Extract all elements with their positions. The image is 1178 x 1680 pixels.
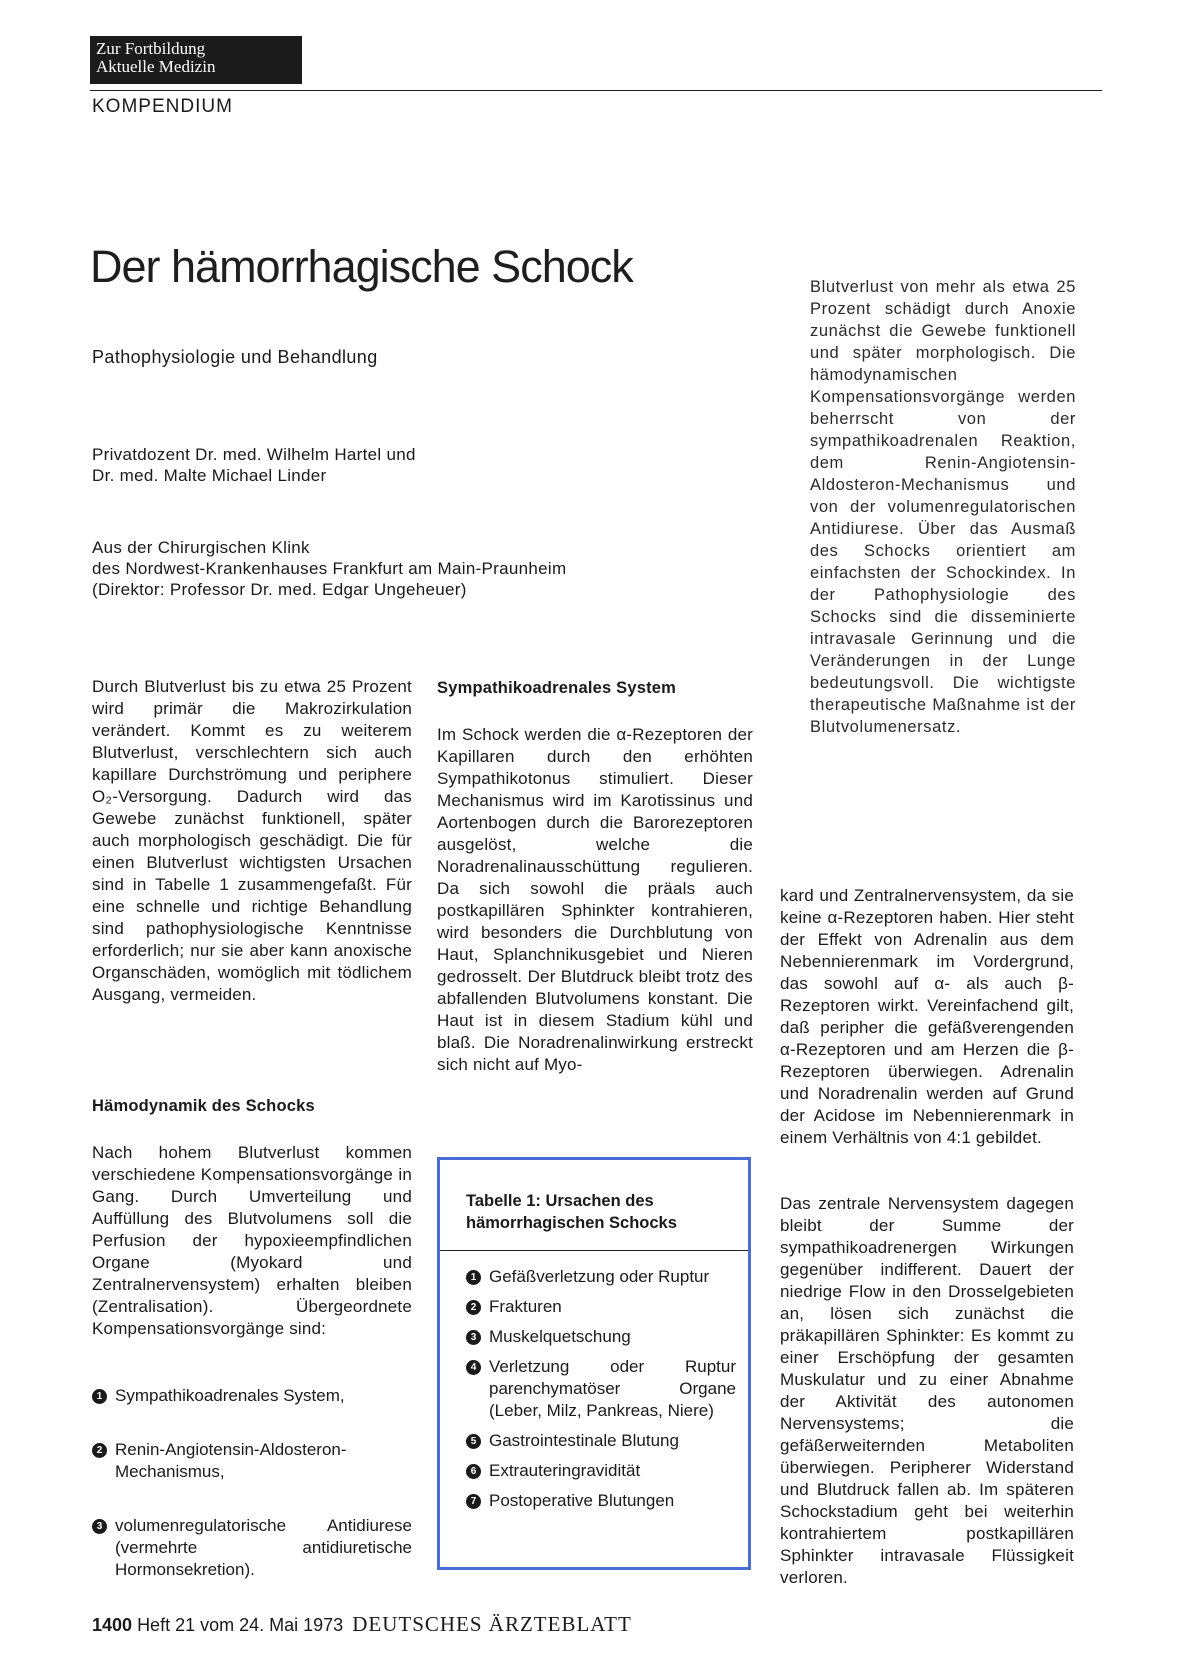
sympathikoadrenal-paragraph: Im Schock werden die α-Rezeptoren der Kapillaren durch den erhöhten Sympathikotonus stimuliert. Dieser Mechanismus wird im Karotissinus und Aortenbogen durch die Barorezeptoren ausgelöst, welche die Noradrenalinausschüttung regulieren. Da sich sowohl die präals auch postkapillären Sphinkter kontrahieren, wird besonders die Durchblutung von Haut, Splanchnikusgebiet und Nieren gedrosselt. Der Blutdruck bleibt trotz des abfallenden Blutvolumens konstant. Die Haut ist in diesem Stadium kühl und blaß. Die Noradrenalinwirkung erstreckt sich nicht auf Myo- (437, 725, 753, 1074)
journal-name: DEUTSCHES ÄRZTEBLATT (352, 1612, 632, 1636)
article-summary: Blutverlust von mehr als etwa 25 Prozent schädigt durch Anoxie zunächst die Gewebe funktionell und später morphologisch. Die hämodynamischen Kompensationsvorgänge werden beherrscht von der sympathikoadrenalen Reaktion, dem Renin-Angiotensin-Aldosteron-Mechanismus und von der volumenregulatorischen Antidiurese. Über das Ausmaß des Schocks orientiert am einfachsten der Schockindex. In der Pathophysiologie des Schocks sind die disseminierte intravasale Gerinnung und die Veränderungen in der Lunge bedeutungsvoll. Die wichtigste therapeutische Maßnahme ist der Blutvolumenersatz. (810, 278, 1076, 736)
list-item (92, 1439, 412, 1483)
list-item-text: Renin-Angiotensin-Aldosteron-Mechanismus, (115, 1440, 347, 1481)
table-row (466, 1430, 736, 1452)
table-row (466, 1460, 736, 1482)
article-subtitle: Pathophysiologie und Behandlung (92, 347, 378, 367)
list-item-text: volumenregulatorische Antidiurese (vermehrte antidiuretische Hormonsekretion). (115, 1516, 412, 1579)
author-line: Dr. med. Malte Michael Linder (92, 466, 327, 485)
badge-line-2: Aktuelle Medizin (96, 57, 216, 76)
section-heading-haemodynamik: Hämodynamik des Schocks (92, 1097, 315, 1115)
number-1-icon: 1 (466, 1270, 481, 1285)
number-7-icon: 7 (466, 1494, 481, 1509)
article-title: Der hämorrhagische Schock (90, 241, 633, 292)
section-badge (90, 36, 302, 84)
list-item (92, 1515, 412, 1581)
table-row-text: Postoperative Blutungen (489, 1491, 675, 1510)
number-4-icon: 4 (466, 1360, 481, 1375)
page-number: 1400 (92, 1615, 133, 1635)
table-row-text: Extrauteringravidität (489, 1461, 641, 1480)
table-row (466, 1356, 736, 1422)
list-item-text: Sympathikoadrenales System, (115, 1386, 345, 1405)
affiliation-line: Aus der Chirurgischen Klink (92, 538, 310, 557)
author-list (92, 444, 416, 486)
table-row (466, 1296, 736, 1318)
table-row (466, 1490, 736, 1512)
number-2-icon: 2 (92, 1443, 107, 1458)
affiliation-line: des Nordwest-Krankenhauses Frankfurt am Main-Praunheim (92, 559, 567, 578)
table-row-text: Verletzung oder Ruptur parenchymatöser Organe (Leber, Milz, Pankreas, Niere) (489, 1357, 736, 1420)
table-row-text: Frakturen (489, 1297, 562, 1316)
issue-info: Heft 21 vom 24. Mai 1973 (137, 1615, 344, 1635)
author-line: Privatdozent Dr. med. Wilhelm Hartel und (92, 445, 416, 464)
table-1 (437, 1157, 751, 1570)
number-2-icon: 2 (466, 1300, 481, 1315)
header-rule (90, 90, 1102, 91)
table-row-text: Muskelquetschung (489, 1327, 631, 1346)
number-5-icon: 5 (466, 1434, 481, 1449)
badge-line-1: Zur Fortbildung (96, 39, 206, 58)
table-row-text: Gefäßverletzung oder Ruptur (489, 1267, 710, 1286)
col3-paragraph-1: kard und Zentralnervensystem, da sie keine α-Rezeptoren haben. Hier steht der Effekt von Adrenalin aus dem Nebennierenmark im Vordergrund, das sowohl auf α- als auch β-Rezeptoren wirkt. Vereinfachend gilt, daß peripher die gefäßverengenden α-Rezeptoren und am Herzen die β-Rezeptoren überwiegen. Adrenalin und Noradrenalin werden auf Grund der Acidose im Nebennierenmark in einem Verhältnis von 4:1 gebildet. (780, 886, 1074, 1147)
compensation-list (92, 1385, 412, 1581)
number-1-icon: 1 (92, 1389, 107, 1404)
table-row-text: Gastrointestinale Blutung (489, 1431, 679, 1450)
section-label: KOMPENDIUM (92, 96, 233, 117)
number-6-icon: 6 (466, 1464, 481, 1479)
list-item (92, 1385, 412, 1407)
table-row (466, 1326, 736, 1348)
table-row (466, 1266, 736, 1288)
col3-paragraph-2: Das zentrale Nervensystem dagegen bleibt der Summe der sympathikoadrenergen Wirkungen gegenüber indifferent. Dauert der niedrige Flow in den Drosselgebieten an, lösen sich zunächst die präkapillären Sphinkter: Es kommt zu einer Erschöpfung der gesamten Muskulatur und zu einer Abnahme der Aktivität des autonomen Nervensystems; die gefäßerweiternden Metaboliten überwiegen. Peripherer Widerstand und Blutdruck fallen ab. Im späteren Schockstadium geht bei weiterhin kontrahiertem postkapillären Sphinkter intravasale Flüssigkeit verloren. (780, 1194, 1074, 1587)
table-divider (440, 1250, 748, 1251)
affiliation (92, 537, 566, 600)
number-3-icon: 3 (466, 1330, 481, 1345)
haemodynamik-paragraph: Nach hohem Blutverlust kommen verschiedene Kompensationsvorgänge in Gang. Durch Umverteilung und Auffüllung des Blutvolumens soll die Perfusion der hypoxieempfindlichen Organe (Myokard und Zentralnervensystem) erhalten bleiben (Zentralisation). Übergeordnete Kompensationsvorgänge sind: (92, 1143, 412, 1338)
number-3-icon: 3 (92, 1519, 107, 1534)
table-list (466, 1266, 736, 1520)
intro-paragraph: Durch Blutverlust bis zu etwa 25 Prozent wird primär die Makrozirkulation verändert. Kommt es zu weiterem Blutverlust, verschlechtern sich auch kapillare Durchströmung und periphere O₂-Versorgung. Dadurch wird das Gewebe zunächst funktionell, später auch morphologisch geschädigt. Die für einen Blutverlust wichtigsten Ursachen sind in Tabelle 1 zusammengefaßt. Für eine schnelle und richtige Behandlung sind pathophysiologische Kenntnisse erforderlich; nur sie aber kann anoxische Organschäden, womöglich mit tödlichem Ausgang, vermeiden. (92, 677, 412, 1004)
page-footer (92, 1612, 632, 1637)
section-heading-sympathikoadrenal: Sympathikoadrenales System (437, 679, 677, 697)
affiliation-line: (Direktor: Professor Dr. med. Edgar Ungeheuer) (92, 580, 467, 599)
table-title: Tabelle 1: Ursachen des hämorrhagischen Schocks (466, 1192, 677, 1232)
